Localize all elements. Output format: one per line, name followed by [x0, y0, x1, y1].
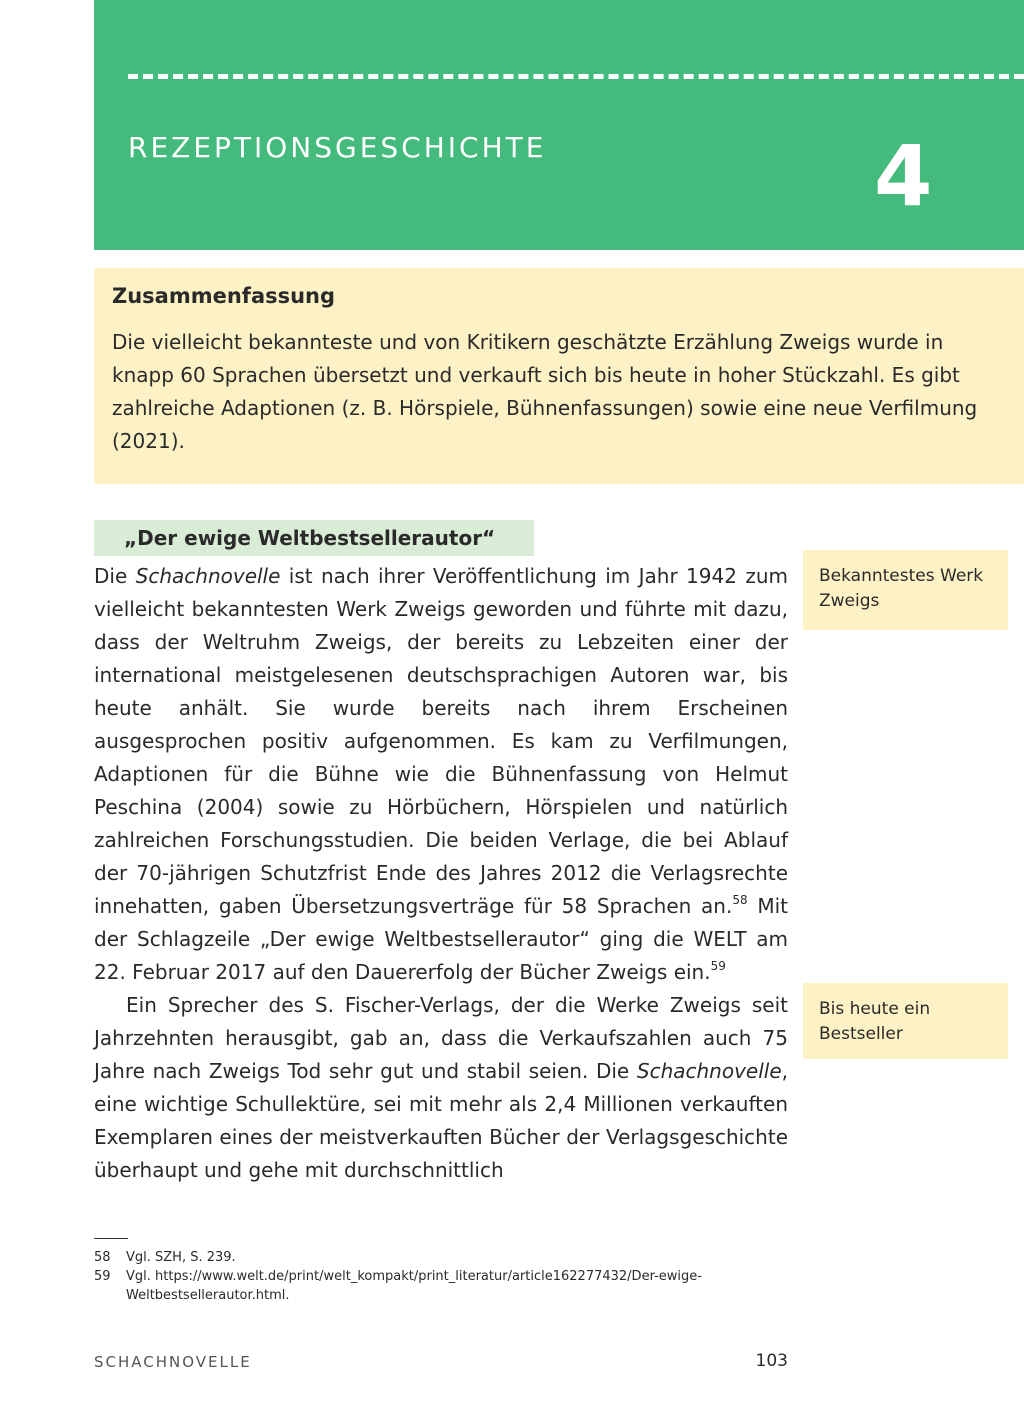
footnote-number: 59	[94, 1269, 111, 1284]
chapter-number: 4	[874, 127, 933, 225]
summary-heading: Zusammenfassung	[112, 284, 336, 308]
p1-text-b: Mit der Schlagzeile „Der ewige Weltbestsellerautor“ ging die WELT am 22. Februar 2017 auf den Dauererfolg der Bücher Zweigs ein.	[94, 894, 788, 984]
footnotes	[94, 1248, 794, 1305]
dashed-divider	[128, 74, 1024, 79]
paragraph-2	[94, 989, 788, 1187]
footer-book-title: SCHACHNOVELLE	[94, 1353, 252, 1371]
margin-note-2: Bis heute ein Bestseller	[803, 983, 1008, 1059]
paragraph-1	[94, 560, 788, 989]
footnote-59	[94, 1267, 794, 1305]
footnote-number: 58	[94, 1250, 111, 1265]
footnote-rule	[94, 1238, 128, 1239]
book-title-italic: Schachnovelle	[636, 1059, 782, 1083]
footnote-ref-59[interactable]: 59	[710, 959, 726, 973]
p1-text-a: ist nach ihrer Veröffentlichung im Jahr 1942 zum vielleicht bekanntesten Werk Zweigs geworden und führte mit dazu, dass der Weltruhm Zweigs, der bereits zu Lebzeiten einer der international meistgelesenen deutschsprachigen Autoren war, bis heute anhält. Sie wurde bereits nach ihrem Erscheinen ausgesprochen positiv aufgenommen. Es kam zu Verfilmungen, Adaptionen für die Bühne wie die Bühnenfassung von Helmut Peschina (2004) sowie zu Hörbüchern, Hörspielen und natürlich zahlreichen Forschungsstudien. Die beiden Verlage, die bei Ablauf der 70-jährigen Schutzfrist Ende des Jahres 2012 die Verlagsrechte innehatten, gaben Übersetzungsverträge für 58 Sprachen an.	[94, 564, 789, 918]
body-text	[94, 560, 788, 1187]
summary-text: Die vielleicht bekannteste und von Kritikern geschätzte Erzählung Zweigs wurde in knapp 60 Sprachen übersetzt und verkauft sich bis heute in hoher Stückzahl. Es gibt zahlreiche Adaptionen (z. B. Hörspiele, Bühnenfassungen) sowie eine neue Verfilmung (2021).	[112, 330, 978, 453]
p2-text-a: Ein Sprecher des S. Fischer-Verlags, der die Werke Zweigs seit Jahrzehnten herausgibt, gab an, dass die Verkaufszahlen auch 75 Jahre nach Zweigs Tod sehr gut und stabil seien. Die	[94, 993, 788, 1083]
footnote-link[interactable]: Vgl. https://www.welt.de/print/welt_kompakt/print_literatur/article162277432/Der-ewige-Weltbestsellerautor.html.	[126, 1269, 702, 1303]
chapter-title: REZEPTIONSGESCHICHTE	[128, 131, 547, 164]
page-number: 103	[755, 1351, 788, 1371]
footnote-text: Vgl. SZH, S. 239.	[126, 1250, 236, 1265]
section-heading: „Der ewige Weltbestsellerautor“	[94, 520, 534, 556]
book-title-italic: Schachnovelle	[135, 564, 281, 588]
footnote-58	[94, 1248, 794, 1267]
summary-box	[94, 268, 1024, 484]
chapter-header	[94, 0, 1024, 250]
p2-text-b: , eine wichtige Schullektüre, sei mit mehr als 2,4 Millionen verkauften Exemplaren eines der meistverkauften Bücher der Verlagsgeschichte überhaupt und gehe mit durchschnittlich	[94, 1059, 788, 1182]
footnote-ref-58[interactable]: 58	[732, 893, 748, 907]
p1-pre: Die	[94, 564, 136, 588]
margin-note-1: Bekanntestes Werk Zweigs	[803, 550, 1008, 630]
